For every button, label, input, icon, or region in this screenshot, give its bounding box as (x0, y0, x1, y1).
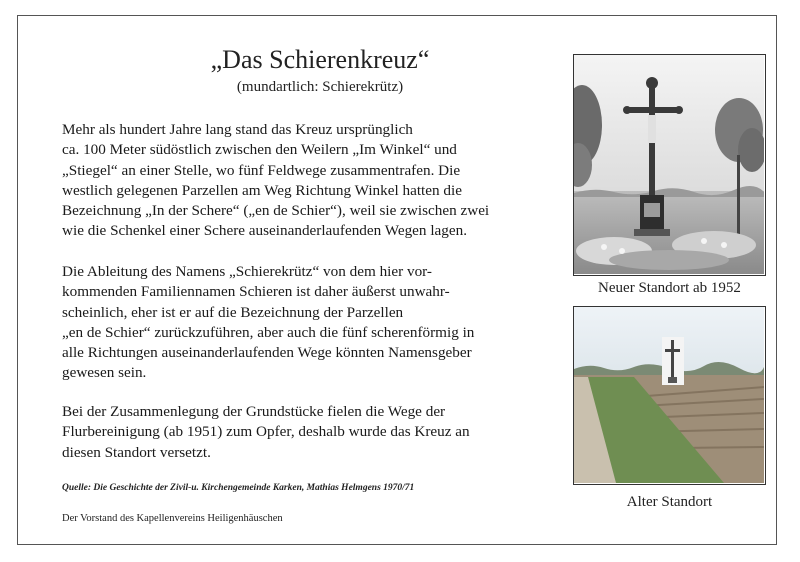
text-line: scheinlich, eher ist er auf die Bezeichnung der Parzellen (62, 303, 404, 321)
wayside-cross-photo-icon (574, 55, 764, 274)
text-line: westlich gelegenen Parzellen am Weg Richtung Winkel hatten die (62, 181, 462, 199)
paragraph-name-origin (62, 262, 564, 384)
text-line: kommenden Familiennamen Schieren ist daher äußerst unwahr- (62, 283, 450, 301)
text-line: wie die Schenkel einer Schere auseinanderlaufenden Wegen lagen. (62, 222, 468, 240)
text-line: alle Richtungen auseinanderlaufenden Wege könnten Namensgeber (62, 344, 472, 362)
paragraph-relocation (62, 402, 564, 463)
text-line: diesen Standort versetzt. (62, 443, 211, 461)
page-title: „Das Schierenkreuz“ (210, 45, 430, 74)
text-line: Die Ableitung des Namens „Schierekrütz“ von dem hier vor- (62, 263, 432, 280)
page-subtitle: (mundartlich: Schierekrütz) (236, 79, 404, 95)
text-line: ca. 100 Meter südöstlich zwischen den Weilern „Im Winkel“ und (62, 141, 457, 159)
text-line: Bei der Zusammenlegung der Grundstücke fielen die Wege der (62, 403, 446, 420)
text-line: gewesen sein. (62, 364, 147, 382)
text-line: „en de Schier“ zurückzuführen, aber auch die fünf scherenförmig in (62, 323, 475, 341)
photo-caption-old: Alter Standort (626, 494, 713, 510)
text-line: Flurbereinigung (ab 1951) zum Opfer, deshalb wurde das Kreuz an (62, 423, 470, 441)
photo-new-location (573, 54, 766, 276)
photo-caption-new: Neuer Standort ab 1952 (598, 280, 741, 296)
text-line: Bezeichnung „In der Schere“ („en de Schier“), weil sie zwischen zwei (62, 202, 490, 220)
source-citation: Quelle: Die Geschichte der Zivil-u. Kirchengemeinde Karken, Mathias Helmgens 1970/71 (62, 483, 415, 493)
field-path-cross-photo-icon (574, 307, 764, 483)
paragraph-history (62, 120, 564, 242)
footer-signature: Der Vorstand des Kapellenvereins Heiligenhäuschen (62, 513, 283, 524)
text-line: „Stiegel“ an einer Stelle, wo fünf Feldwege zusammentrafen. Die (62, 161, 461, 179)
photo-old-location (573, 306, 766, 485)
text-line: Mehr als hundert Jahre lang stand das Kreuz ursprünglich (62, 121, 413, 138)
